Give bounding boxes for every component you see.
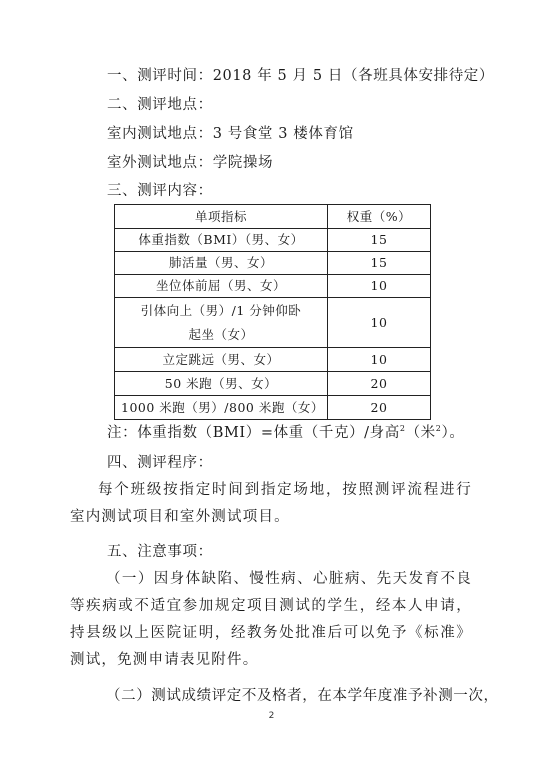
row-item: 50 米跑（男、女） [115,372,328,396]
section-procedure-title: 四、测评程序： [107,455,213,471]
section-test-place-title: 二、测评地点： [107,97,213,113]
table-row [115,298,431,348]
section-attention-title: 五、注意事项： [107,544,213,560]
table-row [115,252,431,275]
row-weight: 15 [328,252,431,275]
bmi-note-close: ）。 [441,425,465,441]
row-weight: 15 [328,229,431,252]
table-header-row [115,205,431,229]
row-item: 引体向上（男）/1 分钟仰卧起坐（女） [115,298,328,348]
row-weight: 20 [328,396,431,420]
row-item: 体重指数（BMI）（男、女） [115,229,328,252]
procedure-text: 每个班级按指定时间到指定场地，按照测评流程进行室内测试项目和室外测试项目。 [70,482,472,525]
row-item: 立定跳远（男、女） [115,348,328,372]
section-test-content-title: 三、测评内容： [107,183,213,199]
table-row [115,348,431,372]
row-weight: 20 [328,372,431,396]
row-item: 肺活量（男、女） [115,252,328,275]
table-row [115,372,431,396]
bmi-note-sup2: 2 [435,424,442,434]
row-item: 坐位体前屈（男、女） [115,275,328,298]
section-test-time: 一、测评时间：2018 年 5 月 5 日（各班具体安排待定） [107,68,494,84]
attention-item-2: （二）测试成绩评定不及格者，在本学年度准予补测一次， [106,688,499,704]
header-item: 单项指标 [115,205,328,229]
table-row [115,396,431,420]
outdoor-location: 室外测试地点：学院操场 [107,155,274,171]
bmi-note-unit: （米 [405,425,436,441]
page-number: 2 [268,711,275,721]
header-weight: 权重（%） [328,205,431,229]
table-row [115,275,431,298]
attention-item-1: （一）因身体缺陷、慢性病、心脏病、先天发育不良等疾病或不适宜参加规定项目测试的学生，经本人申请，持县级以上医院证明，经教务处批准后可以免予《标准》测试，免测申请表见附件。 [70,571,472,668]
bmi-note-sup1: 2 [399,424,406,434]
test-items-table [114,204,431,420]
bmi-note-main: 注：体重指数（BMI）=体重（千克）/身高 [107,425,400,441]
bmi-note [107,423,464,443]
row-item: 1000 米跑（男）/800 米跑（女） [115,396,328,420]
row-weight: 10 [328,348,431,372]
row-weight: 10 [328,275,431,298]
table-row [115,229,431,252]
indoor-location: 室内测试地点：3 号食堂 3 楼体育馆 [107,126,354,142]
row-weight: 10 [328,298,431,348]
